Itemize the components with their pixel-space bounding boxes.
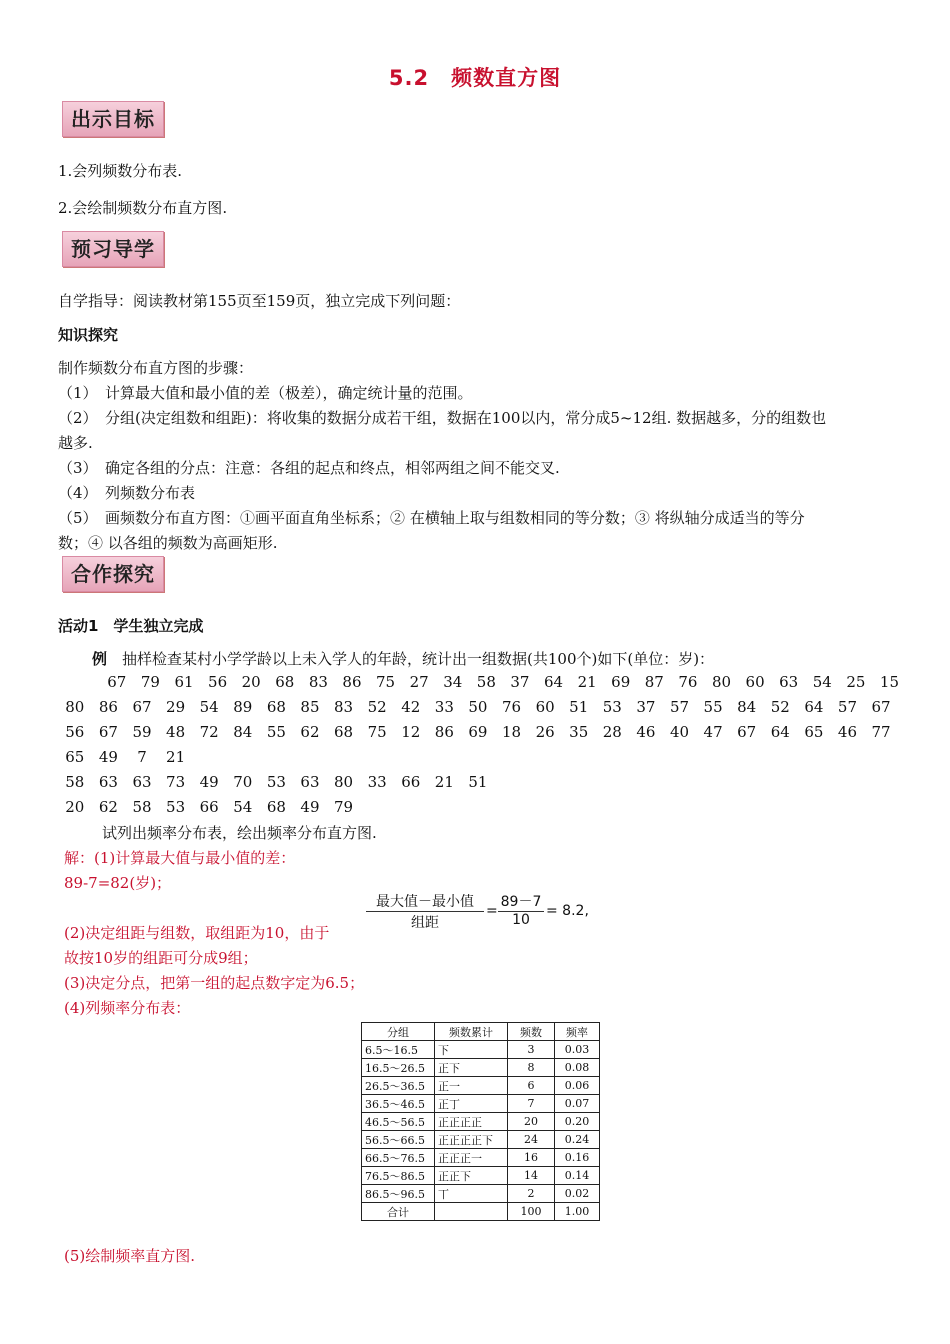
knowledge-title: 知识探究 xyxy=(58,326,119,344)
data-row xyxy=(58,723,898,745)
formula-equals: = xyxy=(486,903,498,919)
data-value: 48 xyxy=(166,723,186,741)
data-value: 66 xyxy=(401,773,421,791)
formula-numerator-2: 89－7 xyxy=(500,894,542,910)
solution-step-5: (5)绘制频率直方图. xyxy=(64,1247,196,1265)
step-5: （5） 画频数分布直方图：①画平面直角坐标系；② 在横轴上取与组数相同的等分数；③ 将纵轴分成适当的等分 xyxy=(58,509,805,527)
data-value: 72 xyxy=(199,723,219,741)
data-value: 54 xyxy=(812,673,832,691)
data-value: 64 xyxy=(543,673,564,691)
data-value: 64 xyxy=(804,698,824,716)
data-value: 49 xyxy=(300,798,320,816)
frequency-table xyxy=(361,1022,600,1221)
data-value: 60 xyxy=(535,698,555,716)
data-value: 76 xyxy=(678,673,698,691)
data-value: 58 xyxy=(132,798,152,816)
step-2-cont: 越多. xyxy=(58,434,93,452)
section-badge-goals: 出示目标 xyxy=(62,101,164,137)
step-1: （1） 计算最大值和最小值的差（极差），确定统计量的范围。 xyxy=(58,384,473,402)
data-value: 51 xyxy=(569,698,589,716)
data-value: 68 xyxy=(266,798,286,816)
data-value: 89 xyxy=(233,698,253,716)
section-badge-preview: 预习导学 xyxy=(62,231,164,267)
data-value: 63 xyxy=(300,773,320,791)
formula-result: = 8.2, xyxy=(546,903,589,919)
step-5-cont: 数；④ 以各组的频数为高画矩形. xyxy=(58,534,278,552)
data-value: 52 xyxy=(367,698,387,716)
data-value: 54 xyxy=(199,698,219,716)
data-value: 69 xyxy=(468,723,488,741)
data-value: 46 xyxy=(636,723,656,741)
data-value: 61 xyxy=(174,673,194,691)
data-row xyxy=(58,773,495,795)
data-value: 67 xyxy=(737,723,757,741)
data-value: 21 xyxy=(577,673,597,691)
data-value: 58 xyxy=(476,673,496,691)
data-value: 84 xyxy=(233,723,253,741)
data-value: 56 xyxy=(208,673,228,691)
example-text: 例 抽样检查某村小学学龄以上未入学人的年龄，统计出一组数据(共100个)如下(单位：岁)： xyxy=(92,650,715,668)
data-value: 55 xyxy=(266,723,286,741)
formula-denominator-2: 10 xyxy=(498,911,544,928)
solution-step-2: (2)决定组距与组数，取组距为10，由于 xyxy=(64,924,330,942)
data-value: 47 xyxy=(703,723,723,741)
data-value: 87 xyxy=(644,673,664,691)
table-row: 36.5～46.5 正丁 7 0.07 xyxy=(362,1095,600,1113)
data-value: 86 xyxy=(342,673,362,691)
data-value: 62 xyxy=(98,798,118,816)
data-value: 79 xyxy=(334,798,354,816)
header-tally: 频数累计 xyxy=(435,1023,508,1041)
data-value: 15 xyxy=(879,673,899,691)
data-value: 67 xyxy=(871,698,891,716)
data-value: 59 xyxy=(132,723,152,741)
data-value: 52 xyxy=(770,698,790,716)
data-value: 7 xyxy=(137,748,147,766)
data-value: 20 xyxy=(241,673,261,691)
table-row: 66.5～76.5 正正正一 16 0.16 xyxy=(362,1149,600,1167)
data-value: 69 xyxy=(611,673,631,691)
data-value: 83 xyxy=(334,698,354,716)
solution-step-1: 解：(1)计算最大值与最小值的差： xyxy=(64,849,296,867)
data-value: 65 xyxy=(804,723,824,741)
data-value: 80 xyxy=(711,673,732,691)
table-row: 56.5～66.5 正正正正下 24 0.24 xyxy=(362,1131,600,1149)
table-total-row: 合计 100 1.00 xyxy=(362,1203,600,1221)
data-value: 84 xyxy=(737,698,757,716)
header-rate: 频率 xyxy=(555,1023,600,1041)
formula-numerator: 最大值－最小值 xyxy=(376,894,474,910)
data-value: 21 xyxy=(166,748,186,766)
data-value: 57 xyxy=(837,698,857,716)
data-value: 51 xyxy=(468,773,488,791)
step-4: （4） 列频数分布表 xyxy=(58,484,196,502)
data-value: 46 xyxy=(837,723,857,741)
data-row xyxy=(58,748,192,770)
data-value: 53 xyxy=(166,798,186,816)
data-value: 37 xyxy=(510,673,530,691)
table-row: 26.5～36.5 正一 6 0.06 xyxy=(362,1077,600,1095)
header-group: 分组 xyxy=(362,1023,435,1041)
data-value: 37 xyxy=(636,698,656,716)
data-row xyxy=(58,798,360,820)
data-value: 66 xyxy=(199,798,219,816)
data-value: 54 xyxy=(233,798,253,816)
goal-1: 1.会列频数分布表. xyxy=(58,162,183,180)
data-value: 25 xyxy=(846,673,866,691)
data-value: 27 xyxy=(409,673,429,691)
activity-title: 活动1 学生独立完成 xyxy=(58,617,204,635)
data-value: 35 xyxy=(569,723,589,741)
data-value: 80 xyxy=(65,698,85,716)
data-value: 68 xyxy=(275,673,295,691)
solution-step-4: (4)列频率分布表： xyxy=(64,999,191,1017)
page-title: 5.2 频数直方图 xyxy=(388,66,562,90)
data-value: 26 xyxy=(535,723,555,741)
data-value: 21 xyxy=(434,773,454,791)
data-value: 67 xyxy=(132,698,152,716)
data-value: 56 xyxy=(65,723,85,741)
data-value: 40 xyxy=(669,723,690,741)
data-value: 85 xyxy=(300,698,320,716)
data-value: 33 xyxy=(434,698,454,716)
solution-step-3: (3)决定分点，把第一组的起点数字定为6.5； xyxy=(64,974,365,992)
data-value: 63 xyxy=(98,773,118,791)
data-value: 53 xyxy=(602,698,622,716)
solution-step-1-result: 89-7=82(岁)； xyxy=(64,874,172,892)
data-value: 79 xyxy=(140,673,160,691)
data-value: 75 xyxy=(367,723,387,741)
header-frequency: 频数 xyxy=(508,1023,555,1041)
data-value: 70 xyxy=(233,773,253,791)
data-value: 33 xyxy=(367,773,387,791)
data-value: 49 xyxy=(199,773,219,791)
data-value: 73 xyxy=(166,773,186,791)
data-value: 86 xyxy=(98,698,118,716)
data-value: 60 xyxy=(745,673,765,691)
data-value: 65 xyxy=(65,748,85,766)
data-value: 77 xyxy=(871,723,891,741)
data-value: 34 xyxy=(443,673,463,691)
table-row: 46.5～56.5 正正正正 20 0.20 xyxy=(362,1113,600,1131)
data-value: 50 xyxy=(468,698,488,716)
data-value: 18 xyxy=(501,723,522,741)
task-text: 试列出频率分布表，绘出频率分布直方图. xyxy=(102,824,377,842)
table-row: 86.5～96.5 丅 2 0.02 xyxy=(362,1185,600,1203)
data-value: 75 xyxy=(376,673,396,691)
data-value: 58 xyxy=(65,773,85,791)
data-value: 83 xyxy=(308,673,328,691)
self-study-guide: 自学指导：阅读教材第155页至159页，独立完成下列问题： xyxy=(58,292,461,310)
steps-intro: 制作频数分布直方图的步骤： xyxy=(58,359,254,377)
step-3: （3） 确定各组的分点：注意：各组的起点和终点，相邻两组之间不能交叉. xyxy=(58,459,560,477)
data-value: 67 xyxy=(107,673,127,691)
data-value: 53 xyxy=(266,773,286,791)
solution-step-2-result: 故按10岁的组距可分成9组； xyxy=(64,949,258,967)
data-value: 63 xyxy=(132,773,152,791)
data-value: 86 xyxy=(434,723,454,741)
table-row: 76.5～86.5 正正下 14 0.14 xyxy=(362,1167,600,1185)
table-row: 16.5～26.5 正下 8 0.08 xyxy=(362,1059,600,1077)
data-value: 49 xyxy=(98,748,118,766)
formula-denominator: 组距 xyxy=(366,911,484,932)
data-value: 68 xyxy=(334,723,354,741)
section-badge-coop: 合作探究 xyxy=(62,556,164,592)
step-2: （2） 分组(决定组数和组距)：将收集的数据分成若干组，数据在100以内，常分成5~12组. 数据越多，分的组数也 xyxy=(58,409,827,427)
data-value: 76 xyxy=(501,698,522,716)
data-row xyxy=(100,673,906,695)
data-value: 68 xyxy=(266,698,286,716)
data-value: 62 xyxy=(300,723,320,741)
data-value: 57 xyxy=(669,698,690,716)
data-value: 12 xyxy=(401,723,421,741)
goal-2: 2.会绘制频数分布直方图. xyxy=(58,199,228,217)
data-value: 63 xyxy=(779,673,799,691)
data-value: 80 xyxy=(334,773,354,791)
table-header-row xyxy=(362,1023,600,1041)
data-value: 42 xyxy=(401,698,421,716)
data-value: 29 xyxy=(166,698,186,716)
data-value: 28 xyxy=(602,723,622,741)
data-value: 64 xyxy=(770,723,790,741)
data-value: 20 xyxy=(65,798,85,816)
data-value: 67 xyxy=(98,723,118,741)
data-value: 55 xyxy=(703,698,723,716)
table-row: 6.5～16.5 下 3 0.03 xyxy=(362,1041,600,1059)
data-row xyxy=(58,698,898,720)
